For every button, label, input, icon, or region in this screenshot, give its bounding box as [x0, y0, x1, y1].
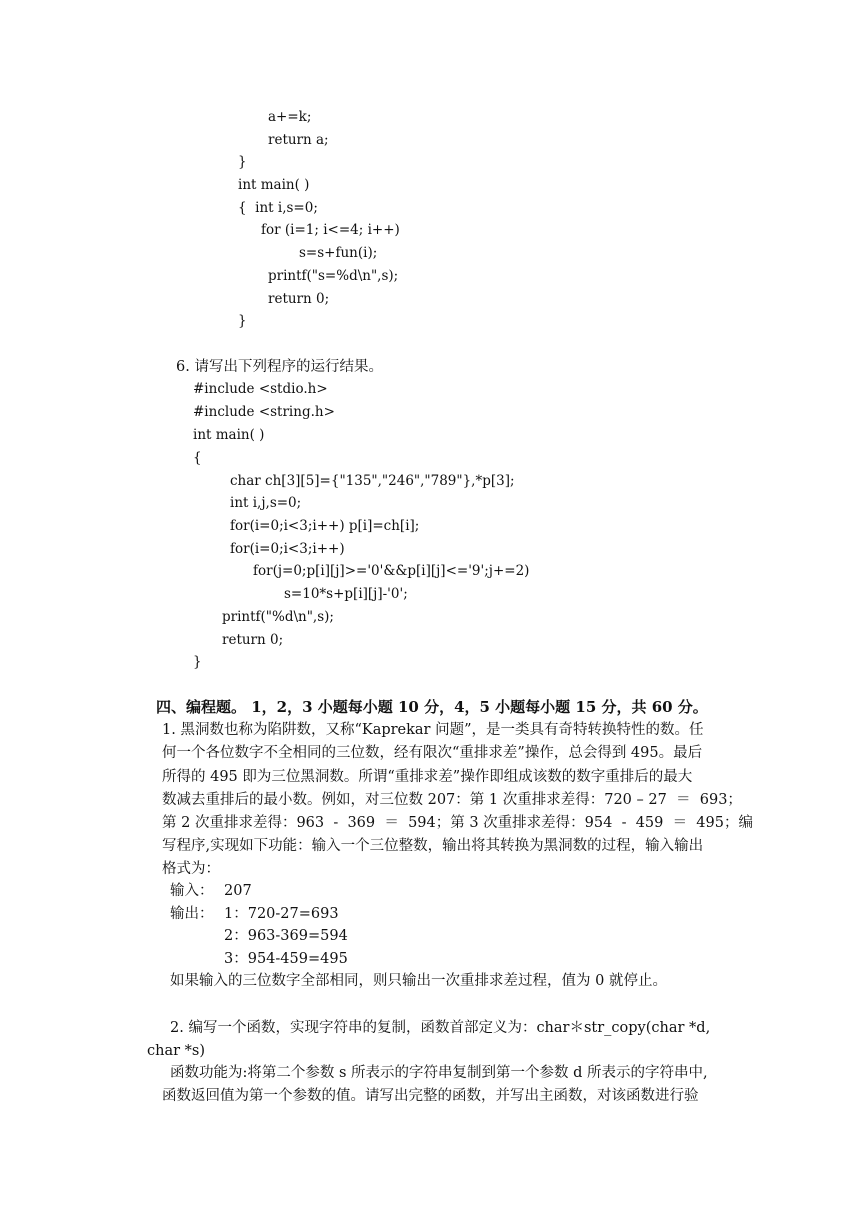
- code-line: }: [238, 313, 247, 329]
- paragraph-line: 2. 编写一个函数，实现字符串的复制，函数首部定义为：char＊str_copy(char *d,: [170, 1020, 711, 1036]
- code-line: #include <stdio.h>: [193, 381, 328, 397]
- code-line: printf("s=%d\n",s);: [268, 268, 399, 284]
- code-line: return a;: [268, 132, 329, 148]
- section-heading: 四、编程题。 1，2，3 小题每小题 10 分，4，5 小题每小题 15 分，共 60 分。: [156, 698, 708, 716]
- code-line: s=10*s+p[i][j]-'0';: [284, 586, 408, 602]
- paragraph-line: 函数功能为:将第二个参数 s 所表示的字符串复制到第一个参数 d 所表示的字符串中,: [170, 1065, 708, 1081]
- code-line: for(i=0;i<3;i++): [230, 541, 345, 557]
- output-line: 1：720-27=693: [224, 906, 339, 922]
- code-line: return 0;: [222, 632, 284, 648]
- output-line: 2：963-369=594: [224, 928, 348, 944]
- code-line: }: [238, 154, 247, 170]
- code-line: int i,j,s=0;: [230, 495, 302, 511]
- paragraph-line: 写程序,实现如下功能：输入一个三位整数，输出将其转换为黑洞数的过程，输入输出: [162, 838, 704, 854]
- paragraph-line: char *s): [147, 1043, 205, 1059]
- code-line: return 0;: [268, 291, 330, 307]
- paragraph-line: 数减去重排后的最小数。例如，对三位数 207：第 1 次重排求差得：720 – 27 ＝ 693；: [162, 792, 742, 808]
- code-line: int main( ): [193, 427, 265, 443]
- code-line: for (i=1; i<=4; i++): [261, 222, 400, 238]
- input-value: 207: [224, 883, 252, 899]
- paragraph-line: 函数返回值为第一个参数的值。请写出完整的函数，并写出主函数，对该函数进行验: [162, 1088, 699, 1104]
- paragraph-line: 所得的 495 即为三位黑洞数。所谓“重排求差”操作即组成该数的数字重排后的最大: [162, 769, 693, 785]
- output-line: 3：954-459=495: [224, 951, 348, 967]
- paragraph-line: 格式为：: [162, 861, 220, 877]
- code-line: a+=k;: [268, 109, 312, 125]
- code-line: for(i=0;i<3;i++) p[i]=ch[i];: [230, 518, 420, 534]
- code-line: for(j=0;p[i][j]>='0'&&p[i][j]<='9';j+=2): [253, 563, 530, 579]
- input-label: 输入：: [170, 883, 214, 899]
- paragraph-line: 何一个各位数字不全相同的三位数，经有限次“重排求差”操作，总会得到 495。最后: [162, 745, 703, 761]
- code-line: {: [193, 450, 202, 466]
- question-6-title: 6. 请写出下列程序的运行结果。: [176, 359, 383, 375]
- paragraph-line: 1. 黑洞数也称为陷阱数，又称“Kaprekar 问题”，是一类具有奇特转换特性的数。任: [162, 722, 704, 738]
- code-line: printf("%d\n",s);: [222, 609, 334, 625]
- code-line: int main( ): [238, 177, 310, 193]
- code-line: #include <string.h>: [193, 404, 335, 420]
- code-line: char ch[3][5]={"135","246","789"},*p[3];: [230, 473, 515, 489]
- output-label: 输出：: [170, 906, 214, 922]
- paragraph-line: 如果输入的三位数字全部相同，则只输出一次重排求差过程，值为 0 就停止。: [170, 973, 667, 989]
- code-line: }: [193, 654, 202, 670]
- code-line: s=s+fun(i);: [299, 245, 378, 261]
- code-line: { int i,s=0;: [238, 200, 318, 216]
- paragraph-line: 第 2 次重排求差得：963 - 369 ＝ 594；第 3 次重排求差得：954 - 459 ＝ 495；编: [162, 815, 753, 831]
